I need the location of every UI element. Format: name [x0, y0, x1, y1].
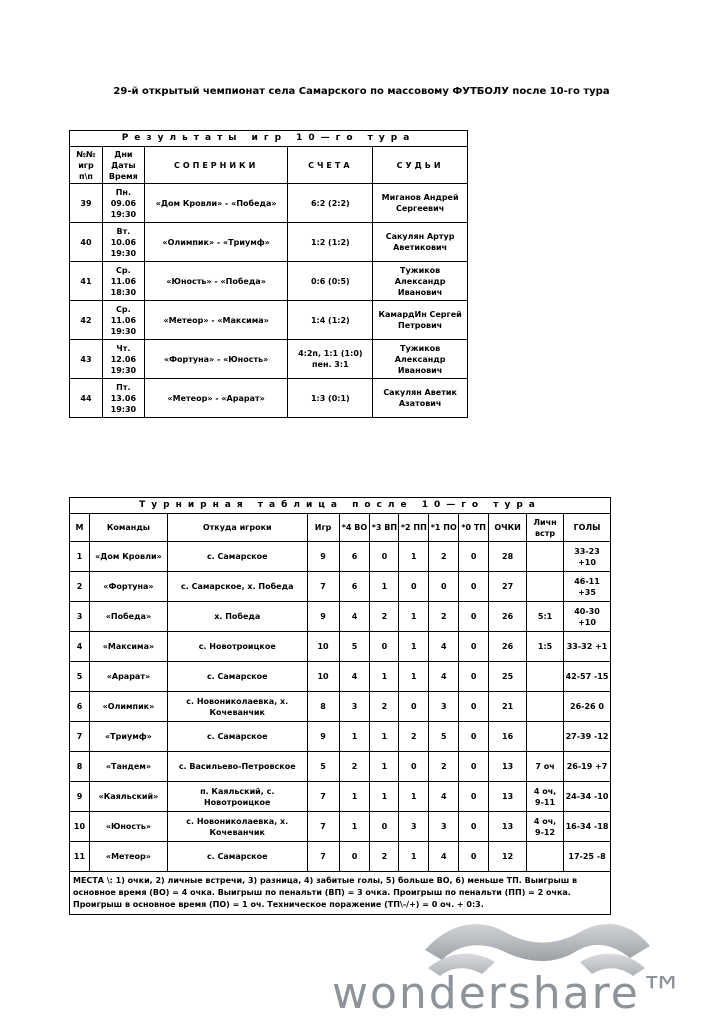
standings-goals-cell: 24-34 -10 [564, 782, 611, 812]
standings-tp-cell: 0 [459, 602, 489, 632]
standings-vo-cell: 1 [339, 782, 370, 812]
standings-points-cell: 27 [489, 572, 527, 602]
standings-tp-cell: 0 [459, 542, 489, 572]
standings-tp-cell: 0 [459, 752, 489, 782]
standings-team-cell: «Метеор» [89, 842, 167, 872]
table-row [70, 812, 611, 842]
standings-header-cell: Игр [307, 514, 339, 542]
standings-place-cell: 2 [70, 572, 90, 602]
results-table [69, 130, 468, 418]
results-header-cell: СУДЬИ [373, 147, 468, 184]
standings-pp-cell: 2 [399, 722, 429, 752]
results-teams-cell: «Метеор» - «Максима» [144, 301, 288, 340]
results-header-cell: СЧЕТА [288, 147, 373, 184]
standings-vp-cell: 1 [370, 722, 399, 752]
standings-points-cell: 21 [489, 692, 527, 722]
standings-tp-cell: 0 [459, 842, 489, 872]
table-row [70, 379, 468, 418]
standings-goals-cell: 26-26 0 [564, 692, 611, 722]
standings-points-cell: 25 [489, 662, 527, 692]
standings-vo-cell: 1 [339, 812, 370, 842]
results-referee-cell: Сакулян Артур Аветикович [373, 223, 468, 262]
standings-header-cell: Личн встр [527, 514, 564, 542]
standings-from-cell: с. Новониколаевка, х. Кочеванчик [167, 812, 307, 842]
results-header-cell: №№ игр п\п [70, 147, 103, 184]
results-score-cell: 4:2п, 1:1 (1:0) пен. 3:1 [288, 340, 373, 379]
standings-place-cell: 10 [70, 812, 90, 842]
standings-h2h-cell: 4 оч, 9-11 [527, 782, 564, 812]
standings-h2h-cell [527, 722, 564, 752]
standings-team-cell: «Арарат» [89, 662, 167, 692]
standings-place-cell: 3 [70, 602, 90, 632]
standings-points-cell: 13 [489, 812, 527, 842]
standings-goals-cell: 42-57 -15 [564, 662, 611, 692]
standings-vp-cell: 0 [370, 812, 399, 842]
standings-pp-cell: 0 [399, 572, 429, 602]
standings-place-cell: 11 [70, 842, 90, 872]
standings-h2h-cell: 1:5 [527, 632, 564, 662]
standings-title: Турнирная таблица после 10—го тура [70, 498, 611, 514]
watermark-text: wondershare™ [332, 968, 686, 1019]
table-row [70, 752, 611, 782]
standings-vp-cell: 2 [370, 602, 399, 632]
standings-games-cell: 7 [307, 842, 339, 872]
results-score-cell: 6:2 (2:2) [288, 184, 373, 223]
standings-h2h-cell: 7 оч [527, 752, 564, 782]
standings-vo-cell: 4 [339, 602, 370, 632]
page-title: 29-й открытый чемпионат села Самарского по массовому ФУТБОЛУ после 10-го тура [113, 86, 610, 97]
standings-goals-cell: 33-23 +10 [564, 542, 611, 572]
table-row [70, 184, 468, 223]
standings-vo-cell: 1 [339, 722, 370, 752]
standings-tp-cell: 0 [459, 782, 489, 812]
standings-po-cell: 4 [429, 662, 459, 692]
standings-pp-cell: 1 [399, 542, 429, 572]
results-num-cell: 40 [70, 223, 103, 262]
standings-points-cell: 28 [489, 542, 527, 572]
standings-vp-cell: 1 [370, 782, 399, 812]
standings-po-cell: 4 [429, 782, 459, 812]
standings-team-cell: «Триумф» [89, 722, 167, 752]
standings-games-cell: 9 [307, 602, 339, 632]
standings-from-cell: с. Самарское [167, 722, 307, 752]
standings-from-cell: с. Самарское [167, 842, 307, 872]
standings-tp-cell: 0 [459, 692, 489, 722]
standings-vo-cell: 6 [339, 572, 370, 602]
standings-h2h-cell [527, 542, 564, 572]
results-num-cell: 42 [70, 301, 103, 340]
standings-place-cell: 4 [70, 632, 90, 662]
results-num-cell: 43 [70, 340, 103, 379]
standings-from-cell: п. Каяльский, с. Новотроицкое [167, 782, 307, 812]
results-referee-cell: Тужиков Александр Иванович [373, 340, 468, 379]
standings-vp-cell: 1 [370, 572, 399, 602]
table-row [70, 782, 611, 812]
results-score-cell: 1:4 (1:2) [288, 301, 373, 340]
results-num-cell: 39 [70, 184, 103, 223]
standings-vo-cell: 5 [339, 632, 370, 662]
standings-tp-cell: 0 [459, 572, 489, 602]
standings-header-cell: *3 ВП [370, 514, 399, 542]
table-row [70, 662, 611, 692]
standings-team-cell: «Победа» [89, 602, 167, 632]
standings-games-cell: 7 [307, 812, 339, 842]
table-row [70, 223, 468, 262]
standings-place-cell: 5 [70, 662, 90, 692]
standings-tp-cell: 0 [459, 632, 489, 662]
standings-team-cell: «Олимпик» [89, 692, 167, 722]
standings-header-cell: *4 ВО [339, 514, 370, 542]
standings-vo-cell: 0 [339, 842, 370, 872]
standings-pp-cell: 1 [399, 632, 429, 662]
standings-pp-cell: 1 [399, 602, 429, 632]
standings-h2h-cell [527, 572, 564, 602]
standings-pp-cell: 1 [399, 842, 429, 872]
results-score-cell: 1:3 (0:1) [288, 379, 373, 418]
standings-points-cell: 13 [489, 752, 527, 782]
standings-goals-cell: 26-19 +7 [564, 752, 611, 782]
results-teams-cell: «Фортуна» - «Юность» [144, 340, 288, 379]
standings-vp-cell: 0 [370, 542, 399, 572]
standings-games-cell: 8 [307, 692, 339, 722]
standings-vo-cell: 3 [339, 692, 370, 722]
standings-place-cell: 1 [70, 542, 90, 572]
standings-header-cell: Команды [89, 514, 167, 542]
standings-vp-cell: 2 [370, 692, 399, 722]
standings-table [69, 497, 611, 915]
standings-vp-cell: 0 [370, 632, 399, 662]
standings-from-cell: с. Новониколаевка, х. Кочеванчик [167, 692, 307, 722]
standings-games-cell: 5 [307, 752, 339, 782]
standings-po-cell: 0 [429, 572, 459, 602]
standings-place-cell: 9 [70, 782, 90, 812]
standings-vp-cell: 2 [370, 842, 399, 872]
standings-from-cell: х. Победа [167, 602, 307, 632]
standings-from-cell: с. Самарское [167, 542, 307, 572]
standings-tp-cell: 0 [459, 662, 489, 692]
standings-games-cell: 7 [307, 782, 339, 812]
results-teams-cell: «Олимпик» - «Триумф» [144, 223, 288, 262]
standings-h2h-cell: 5:1 [527, 602, 564, 632]
table-row [70, 842, 611, 872]
standings-place-cell: 8 [70, 752, 90, 782]
standings-goals-cell: 27-39 -12 [564, 722, 611, 752]
standings-h2h-cell [527, 662, 564, 692]
results-header-cell: Дни Даты Время [102, 147, 144, 184]
standings-po-cell: 2 [429, 602, 459, 632]
standings-place-cell: 7 [70, 722, 90, 752]
results-teams-cell: «Дом Кровли» - «Победа» [144, 184, 288, 223]
standings-vo-cell: 6 [339, 542, 370, 572]
standings-tp-cell: 0 [459, 722, 489, 752]
standings-from-cell: с. Васильево-Петровское [167, 752, 307, 782]
results-referee-cell: Миганов Андрей Сергеевич [373, 184, 468, 223]
standings-from-cell: с. Самарское, х. Победа [167, 572, 307, 602]
standings-pp-cell: 0 [399, 692, 429, 722]
standings-team-cell: «Юность» [89, 812, 167, 842]
standings-po-cell: 4 [429, 842, 459, 872]
table-row [70, 692, 611, 722]
standings-po-cell: 3 [429, 692, 459, 722]
standings-vo-cell: 2 [339, 752, 370, 782]
standings-goals-cell: 46-11 +35 [564, 572, 611, 602]
standings-goals-cell: 33-32 +1 [564, 632, 611, 662]
table-row [70, 262, 468, 301]
results-date-cell: Ср. 11.06 19:30 [102, 301, 144, 340]
table-row [70, 722, 611, 752]
results-date-cell: Пн. 09.06 19:30 [102, 184, 144, 223]
standings-pp-cell: 3 [399, 812, 429, 842]
results-title: Результаты игр 10—го тура [70, 131, 468, 147]
standings-pp-cell: 1 [399, 662, 429, 692]
results-header-cell: СОПЕРНИКИ [144, 147, 288, 184]
results-teams-cell: «Юность» - «Победа» [144, 262, 288, 301]
results-date-cell: Чт. 12.06 19:30 [102, 340, 144, 379]
standings-header-cell: ОЧКИ [489, 514, 527, 542]
standings-team-cell: «Дом Кровли» [89, 542, 167, 572]
standings-po-cell: 2 [429, 752, 459, 782]
standings-points-cell: 16 [489, 722, 527, 752]
standings-header-cell: М [70, 514, 90, 542]
standings-goals-cell: 16-34 -18 [564, 812, 611, 842]
standings-note: МЕСТА \: 1) очки, 2) личные встречи, 3) разница, 4) забитые голы, 5) больше ВО, 6) меньше ТП. Выигрыш в основное время (ВО) = 4 очка. Выигрыш по пенальти (ВП) = 3 очка. Проигрыш по пенальти (ПП) = 2 очка. Проигрыш в основное время (ПО) = 1 оч. Техническое поражение (ТП\-/+) = 0 оч. + 0:3. [70, 872, 611, 915]
results-referee-cell: Сакулян Аветик Азатович [373, 379, 468, 418]
standings-games-cell: 10 [307, 662, 339, 692]
standings-vp-cell: 1 [370, 752, 399, 782]
standings-pp-cell: 0 [399, 752, 429, 782]
standings-team-cell: «Фортуна» [89, 572, 167, 602]
standings-po-cell: 3 [429, 812, 459, 842]
table-row [70, 340, 468, 379]
standings-team-cell: «Тандем» [89, 752, 167, 782]
standings-from-cell: с. Самарское [167, 662, 307, 692]
standings-header-cell: *1 ПО [429, 514, 459, 542]
standings-team-cell: «Максима» [89, 632, 167, 662]
standings-h2h-cell [527, 842, 564, 872]
standings-header-cell: ГОЛЫ [564, 514, 611, 542]
standings-points-cell: 26 [489, 602, 527, 632]
standings-from-cell: с. Новотроицкое [167, 632, 307, 662]
results-teams-cell: «Метеор» - «Арарат» [144, 379, 288, 418]
standings-header-cell: Откуда игроки [167, 514, 307, 542]
standings-games-cell: 7 [307, 572, 339, 602]
standings-po-cell: 4 [429, 632, 459, 662]
standings-games-cell: 9 [307, 722, 339, 752]
table-row [70, 572, 611, 602]
table-row [70, 632, 611, 662]
results-num-cell: 44 [70, 379, 103, 418]
standings-team-cell: «Каяльский» [89, 782, 167, 812]
standings-vo-cell: 4 [339, 662, 370, 692]
standings-po-cell: 5 [429, 722, 459, 752]
results-score-cell: 1:2 (1:2) [288, 223, 373, 262]
results-date-cell: Вт. 10.06 19:30 [102, 223, 144, 262]
results-date-cell: Пт. 13.06 19:30 [102, 379, 144, 418]
standings-points-cell: 26 [489, 632, 527, 662]
standings-pp-cell: 1 [399, 782, 429, 812]
standings-po-cell: 2 [429, 542, 459, 572]
standings-place-cell: 6 [70, 692, 90, 722]
standings-games-cell: 10 [307, 632, 339, 662]
table-row [70, 542, 611, 572]
standings-h2h-cell [527, 692, 564, 722]
standings-goals-cell: 40-30 +10 [564, 602, 611, 632]
standings-points-cell: 12 [489, 842, 527, 872]
standings-h2h-cell: 4 оч, 9-12 [527, 812, 564, 842]
standings-points-cell: 13 [489, 782, 527, 812]
results-date-cell: Ср. 11.06 18:30 [102, 262, 144, 301]
results-score-cell: 0:6 (0:5) [288, 262, 373, 301]
results-num-cell: 41 [70, 262, 103, 301]
standings-tp-cell: 0 [459, 812, 489, 842]
standings-goals-cell: 17-25 -8 [564, 842, 611, 872]
results-referee-cell: Тужиков Александр Иванович [373, 262, 468, 301]
standings-header-cell: *2 ПП [399, 514, 429, 542]
table-row [70, 602, 611, 632]
standings-games-cell: 9 [307, 542, 339, 572]
results-referee-cell: КамардИн Сергей Петрович [373, 301, 468, 340]
standings-vp-cell: 1 [370, 662, 399, 692]
standings-header-cell: *0 ТП [459, 514, 489, 542]
table-row [70, 301, 468, 340]
